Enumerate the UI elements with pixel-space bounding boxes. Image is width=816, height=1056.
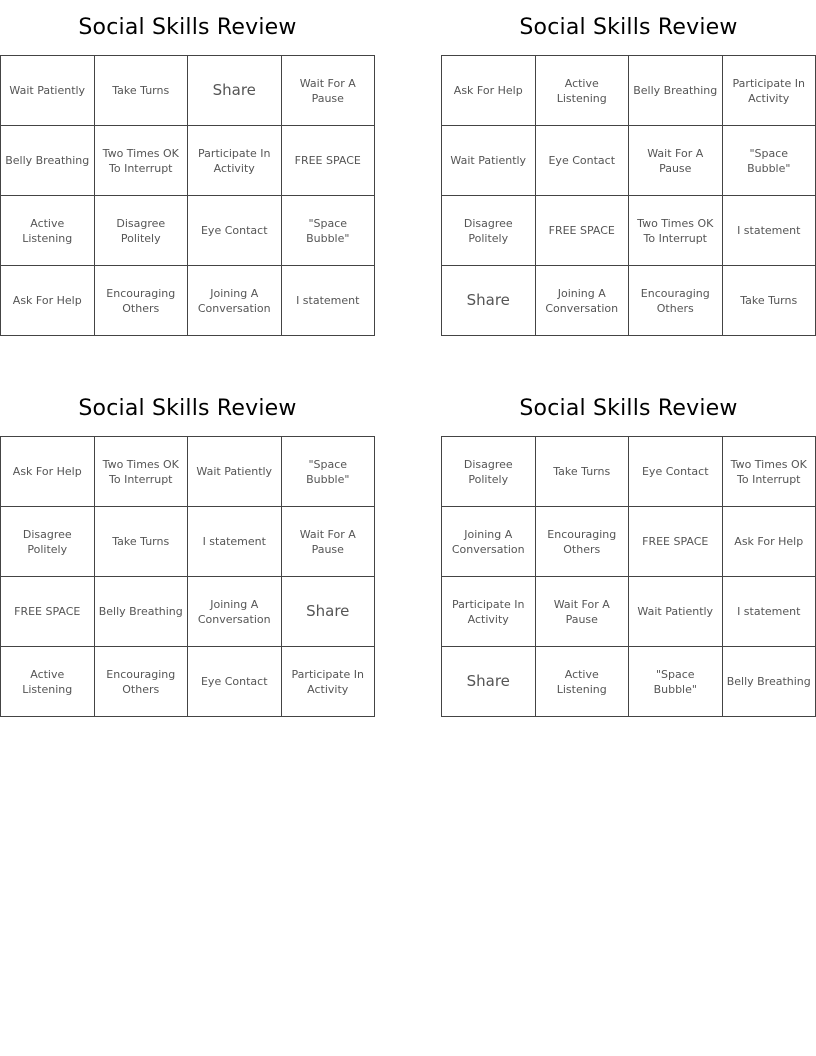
bingo-cell: Joining A Conversation — [442, 507, 536, 577]
bingo-cell: Take Turns — [95, 507, 189, 577]
bingo-cell: Wait Patiently — [629, 577, 723, 647]
bingo-cell: Active Listening — [1, 647, 95, 717]
bingo-cell: Joining A Conversation — [188, 577, 282, 647]
bingo-cell: I statement — [723, 577, 816, 647]
bingo-cell: Disagree Politely — [442, 196, 536, 266]
bingo-cell: Share — [442, 647, 536, 717]
bingo-cell: Belly Breathing — [629, 56, 723, 126]
bingo-grid — [441, 55, 816, 336]
bingo-cell: Belly Breathing — [1, 126, 95, 196]
bingo-cell: Take Turns — [95, 56, 189, 126]
bingo-cell: Share — [442, 266, 536, 336]
bingo-cell: Disagree Politely — [1, 507, 95, 577]
card-title: Social Skills Review — [519, 396, 738, 421]
bingo-cell: Joining A Conversation — [188, 266, 282, 336]
bingo-cell: I statement — [723, 196, 816, 266]
bingo-cell: "Space Bubble" — [282, 437, 376, 507]
bingo-card-3 — [0, 381, 375, 717]
bingo-cell: I statement — [188, 507, 282, 577]
bingo-cell: Eye Contact — [188, 647, 282, 717]
bingo-cell: Active Listening — [1, 196, 95, 266]
bingo-cell: Participate In Activity — [723, 56, 816, 126]
bingo-cell: Two Times OK To Interrupt — [95, 126, 189, 196]
bingo-cell: Encouraging Others — [629, 266, 723, 336]
bingo-cell: Take Turns — [536, 437, 630, 507]
bingo-cell: Eye Contact — [188, 196, 282, 266]
card-title: Social Skills Review — [78, 15, 297, 40]
bingo-cell: Ask For Help — [442, 56, 536, 126]
bingo-card-1 — [0, 0, 375, 336]
bingo-cell: Ask For Help — [723, 507, 816, 577]
bingo-cell: Wait Patiently — [1, 56, 95, 126]
bingo-cell: Share — [188, 56, 282, 126]
bingo-cell: Share — [282, 577, 376, 647]
bingo-cell: Active Listening — [536, 647, 630, 717]
bingo-cell: Encouraging Others — [95, 647, 189, 717]
bingo-grid — [0, 436, 375, 717]
bingo-grid — [441, 436, 816, 717]
bingo-cell: Eye Contact — [536, 126, 630, 196]
free-space-cell: FREE SPACE — [629, 507, 723, 577]
bingo-cell: Participate In Activity — [188, 126, 282, 196]
bingo-cell: "Space Bubble" — [282, 196, 376, 266]
bingo-cell: Wait For A Pause — [282, 507, 376, 577]
bingo-cell: Participate In Activity — [442, 577, 536, 647]
bingo-card-2 — [441, 0, 816, 336]
free-space-cell: FREE SPACE — [282, 126, 376, 196]
bingo-cell: Encouraging Others — [95, 266, 189, 336]
bingo-cell: Participate In Activity — [282, 647, 376, 717]
bingo-cell: Wait For A Pause — [536, 577, 630, 647]
bingo-cell: Two Times OK To Interrupt — [95, 437, 189, 507]
bingo-grid — [0, 55, 375, 336]
bingo-cell: Wait Patiently — [442, 126, 536, 196]
bingo-cell: Wait For A Pause — [282, 56, 376, 126]
bingo-cell: Wait For A Pause — [629, 126, 723, 196]
bingo-cell: Take Turns — [723, 266, 816, 336]
card-title: Social Skills Review — [78, 396, 297, 421]
card-title: Social Skills Review — [519, 15, 738, 40]
bingo-cell: Belly Breathing — [95, 577, 189, 647]
bingo-card-4 — [441, 381, 816, 717]
bingo-cell: Joining A Conversation — [536, 266, 630, 336]
bingo-cell: "Space Bubble" — [629, 647, 723, 717]
bingo-cell: "Space Bubble" — [723, 126, 816, 196]
free-space-cell: FREE SPACE — [536, 196, 630, 266]
bingo-cell: Disagree Politely — [95, 196, 189, 266]
bingo-cell: Ask For Help — [1, 266, 95, 336]
bingo-cell: Two Times OK To Interrupt — [629, 196, 723, 266]
bingo-cell: Two Times OK To Interrupt — [723, 437, 816, 507]
bingo-cell: Active Listening — [536, 56, 630, 126]
free-space-cell: FREE SPACE — [1, 577, 95, 647]
bingo-cell: Encouraging Others — [536, 507, 630, 577]
bingo-cell: Disagree Politely — [442, 437, 536, 507]
bingo-cell: Wait Patiently — [188, 437, 282, 507]
bingo-cell: Belly Breathing — [723, 647, 816, 717]
bingo-cell: I statement — [282, 266, 376, 336]
bingo-cell: Ask For Help — [1, 437, 95, 507]
bingo-cell: Eye Contact — [629, 437, 723, 507]
